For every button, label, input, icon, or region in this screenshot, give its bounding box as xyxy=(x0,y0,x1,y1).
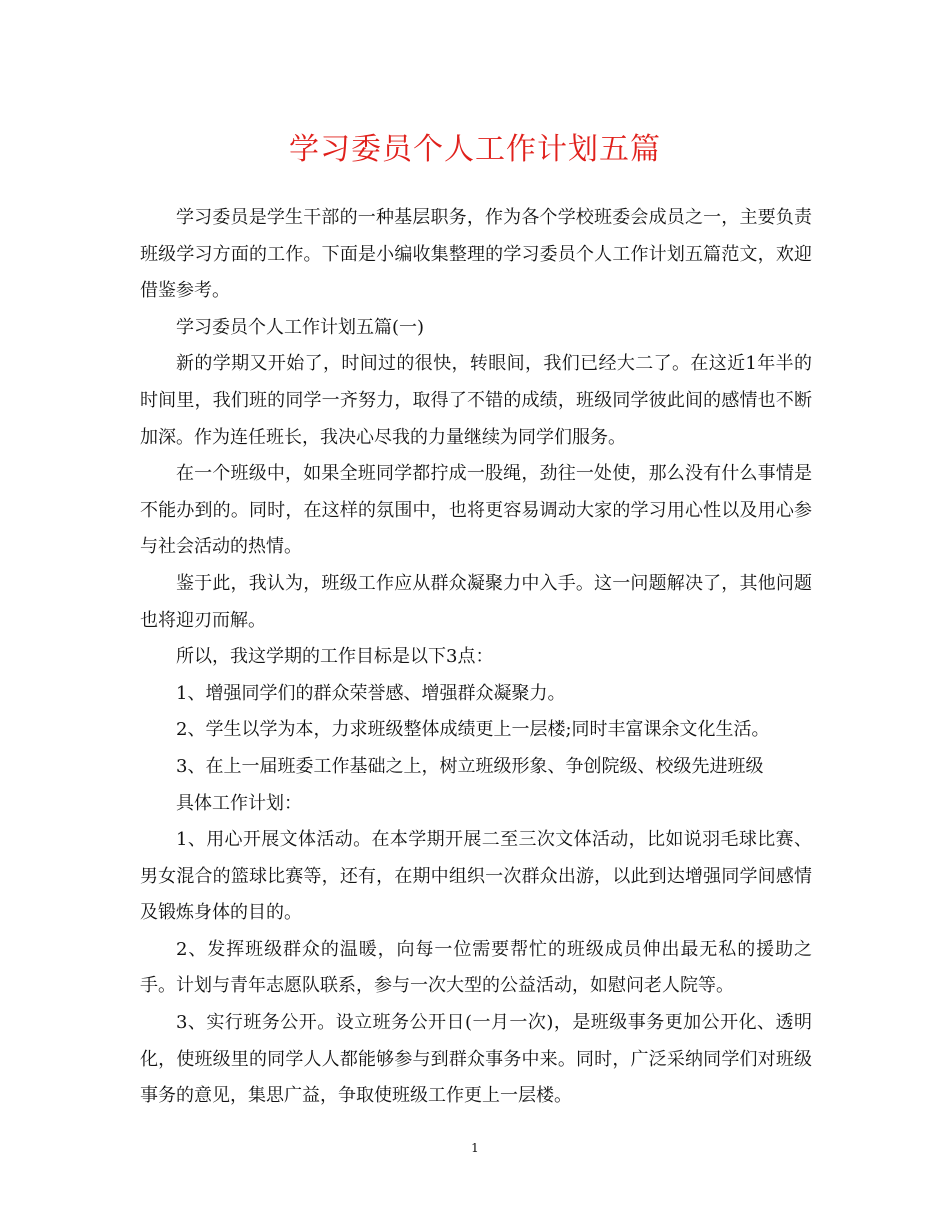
document-title: 学习委员个人工作计划五篇 xyxy=(289,132,661,167)
plan-heading: 具体工作计划： xyxy=(176,792,302,814)
plan-item: 1、用心开展文体活动。在本学期开展二至三次文体活动，比如说羽毛球比赛、男女混合的篮球比赛等，还有，在期中组织一次群众出游，以此到达增强同学间感情及锻炼身体的目的。 xyxy=(140,829,812,924)
goal-item: 3、在上一届班委工作基础之上，树立班级形象、争创院级、校级先进班级 xyxy=(176,755,764,777)
plan-item: 3、实行班务公开。设立班务公开日(一月一次)，是班级事务更加公开化、透明化，使班级里的同学人人都能够参与到群众事务中来。同时，广泛采纳同学们对班级事务的意见，集思广益，争取使班级工作更上一层楼。 xyxy=(140,1012,812,1107)
plan-item: 2、发挥班级群众的温暖，向每一位需要帮忙的班级成员伸出最无私的援助之手。计划与青年志愿队联系，参与一次大型的公益活动，如慰问老人院等。 xyxy=(140,938,812,997)
body-paragraph: 新的学期又开始了，时间过的很快，转眼间，我们已经大二了。在这近1年半的时间里，我们班的同学一齐努力，取得了不错的成绩，班级同学彼此间的感情也不断加深。作为连任班长，我决心尽我的力量继续为同学们服务。 xyxy=(140,353,812,448)
body-paragraph: 所以，我这学期的工作目标是以下3点： xyxy=(176,646,494,668)
document-body xyxy=(140,200,812,1115)
section-heading: 学习委员个人工作计划五篇(一) xyxy=(176,316,425,338)
goal-item: 2、学生以学为本，力求班级整体成绩更上一层楼;同时丰富课余文化生活。 xyxy=(176,719,770,741)
body-paragraph: 鉴于此，我认为，班级工作应从群众凝聚力中入手。这一问题解决了，其他问题也将迎刃而解。 xyxy=(140,572,812,631)
intro-paragraph: 学习委员是学生干部的一种基层职务，作为各个学校班委会成员之一，主要负责班级学习方面的工作。下面是小编收集整理的学习委员个人工作计划五篇范文，欢迎借鉴参考。 xyxy=(140,207,812,302)
body-paragraph: 在一个班级中，如果全班同学都拧成一股绳，劲往一处使，那么没有什么事情是不能办到的。同时，在这样的氛围中，也将更容易调动大家的学习用心性以及用心参与社会活动的热情。 xyxy=(140,463,812,558)
goal-item: 1、增强同学们的群众荣誉感、增强群众凝聚力。 xyxy=(176,682,566,704)
page-number: 1 xyxy=(471,1141,479,1155)
